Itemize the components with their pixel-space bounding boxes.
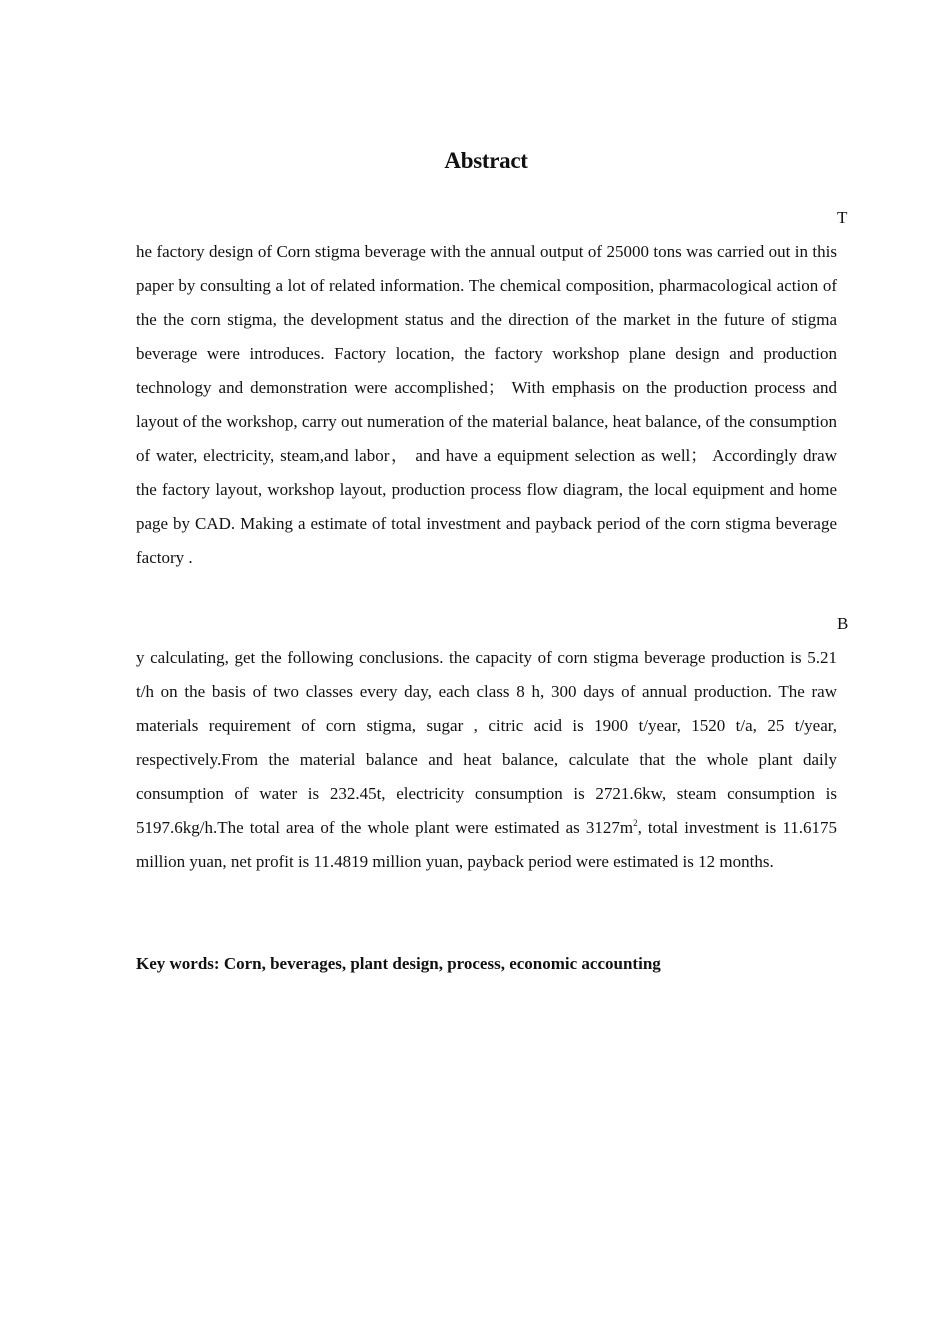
page-title: Abstract bbox=[444, 148, 528, 173]
abstract-paragraph-1: he factory design of Corn stigma beverage with the annual output of 25000 tons was carried out in this paper by consulting a lot of related information. The chemical composition, pharmacological action of the the corn stigma, the development status and the direction of the market in the future of stigma beverage were introduces. Factory location, the factory workshop plane design and production technology and demonstration were accomplished； With emphasis on the production process and layout of the workshop, carry out numeration of the material balance, heat balance, of the consumption of water, electricity, steam,and labor， and have a equipment selection as well； Accordingly draw the factory layout, workshop layout, production process flow diagram, the local equipment and home page by CAD. Making a estimate of total investment and payback period of the corn stigma beverage factory . bbox=[136, 242, 837, 567]
abstract-paragraph-2 bbox=[136, 641, 837, 879]
paragraph-2-text-part-1: y calculating, get the following conclusions. the capacity of corn stigma beverage production is 5.21 t/h on the basis of two classes every day, each class 8 h, 300 days of annual production. The raw materials requirement of corn stigma, sugar , citric acid is 1900 t/year, 1520 t/a, 25 t/year, respectively.From the material balance and heat balance, calculate that the whole plant daily consumption of water is 232.45t, electricity consumption is 2721.6kw, steam consumption is 5197.6kg/h.The total area of the whole plant were estimated as 3127m bbox=[136, 648, 837, 837]
paragraph-1-dropcap: T bbox=[837, 208, 848, 227]
keywords-line: Key words: Corn, beverages, plant design, process, economic accounting bbox=[136, 954, 661, 973]
paragraph-2-text-part-2: , total investment is 11.6175 million yuan, net profit is 11.4819 million yuan, payback period were estimated is 12 months. bbox=[136, 818, 837, 871]
area-superscript: 2 bbox=[633, 818, 638, 828]
paragraph-2-dropcap: B bbox=[837, 614, 849, 633]
